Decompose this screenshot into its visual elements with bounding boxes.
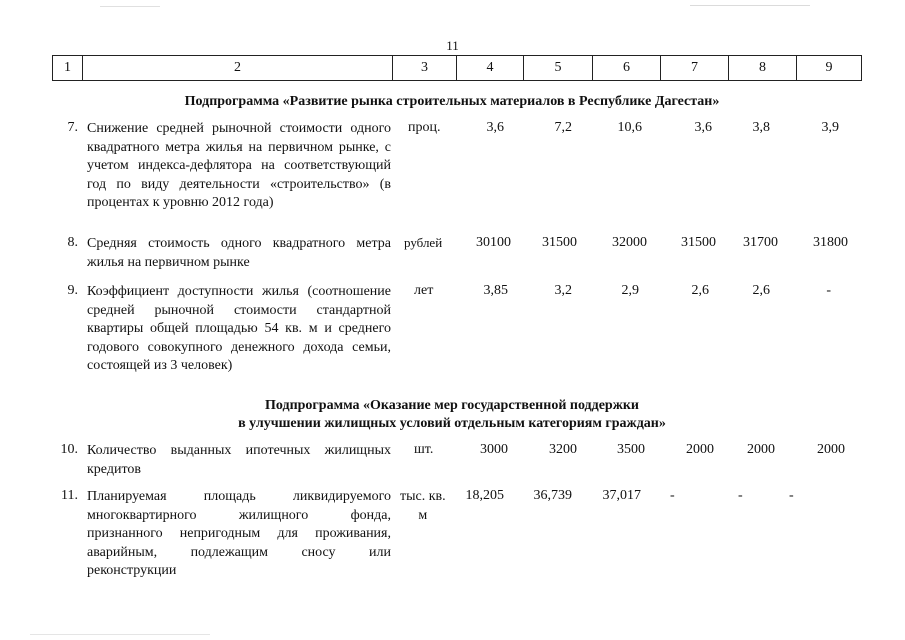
row-value: 3,6 (486, 120, 504, 135)
row-value: 31500 (542, 235, 577, 250)
row-unit-line-2: м (418, 507, 428, 523)
row-value: 3,85 (483, 283, 508, 298)
scan-artifact (690, 5, 810, 6)
row-value: 32000 (612, 235, 647, 250)
row-number: 10. (60, 442, 78, 457)
header-col-8: 8 (729, 56, 797, 81)
row-value: 37,017 (602, 488, 641, 503)
scan-artifact (100, 6, 160, 7)
row-description: Планируемая площадь ликвидируемого многоквартирного жилищного фонда, признанного непригодным для проживания, аварийным, подлежащим сносу или реконструкции (87, 489, 391, 578)
row-value: 3,8 (752, 120, 770, 135)
row-unit-line-1: тыс. кв. (400, 489, 446, 504)
row-value: 3000 (480, 442, 508, 457)
row-unit: шт. (414, 442, 434, 457)
scan-artifact (30, 634, 210, 635)
row-number: 11. (61, 488, 78, 503)
row-description: Снижение средней рыночной стоимости одного квадратного метра жилья на первичном рынке, с учетом индекса-дефлятора на соответствующий год по виду деятельности «строительство» (в процентах к уровню 2012 года) (87, 121, 391, 210)
row-value: 10,6 (617, 120, 642, 135)
row-value: 2000 (686, 442, 714, 457)
row-unit: лет (414, 283, 434, 298)
header-col-5: 5 (524, 56, 593, 81)
row-value: 3200 (549, 442, 577, 457)
page-number: 11 (446, 38, 459, 53)
header-col-3: 3 (393, 56, 457, 81)
header-col-1: 1 (53, 56, 83, 81)
row-value: 30100 (476, 235, 511, 250)
row-value: 31700 (743, 235, 778, 250)
row-value: 31500 (681, 235, 716, 250)
row-unit (400, 488, 446, 525)
row-value: 3,6 (694, 120, 712, 135)
row-value: - (738, 488, 743, 503)
row-value: 3,9 (821, 120, 839, 135)
row-value: 2,9 (621, 283, 639, 298)
row-value: 18,205 (465, 488, 504, 503)
row-description: Количество выданных ипотечных жилищных кредитов (87, 443, 391, 477)
row-number: 8. (67, 235, 78, 250)
row-value: 7,2 (554, 120, 572, 135)
header-col-6: 6 (593, 56, 661, 81)
row-value: 3,2 (554, 283, 572, 298)
row-value: - (826, 283, 831, 298)
row-unit: проц. (408, 120, 441, 135)
header-col-2: 2 (83, 56, 393, 81)
column-number-header (52, 55, 862, 81)
row-number: 9. (67, 283, 78, 298)
header-col-9: 9 (797, 56, 862, 81)
row-description: Средняя стоимость одного квадратного метра жилья на первичном рынке (87, 236, 391, 270)
row-description: Коэффициент доступности жилья (соотношение средней рыночной стоимости стандартной квартиры общей площадью 54 кв. м и среднего годового совокупного денежного дохода семьи, состоящей из 3 человек) (87, 284, 391, 373)
subprogram-2-title-line-1: Подпрограмма «Оказание мер государственной поддержки (265, 398, 639, 413)
subprogram-1-title: Подпрограмма «Развитие рынка строительных материалов в Республике Дагестан» (184, 94, 720, 109)
subprogram-2-title (52, 397, 852, 433)
row-value: 2000 (747, 442, 775, 457)
row-number: 7. (67, 120, 78, 135)
row-value: 2000 (817, 442, 845, 457)
row-value: 2,6 (752, 283, 770, 298)
row-value: 36,739 (533, 488, 572, 503)
header-col-4: 4 (457, 56, 524, 81)
subprogram-2-title-line-2: в улучшении жилищных условий отдельным категориям граждан» (238, 416, 666, 431)
header-col-7: 7 (661, 56, 729, 81)
row-unit: рублей (404, 235, 443, 250)
row-value: 3500 (617, 442, 645, 457)
row-value: - (789, 488, 794, 503)
row-value: - (670, 488, 675, 503)
row-value: 2,6 (691, 283, 709, 298)
row-value: 31800 (813, 235, 848, 250)
